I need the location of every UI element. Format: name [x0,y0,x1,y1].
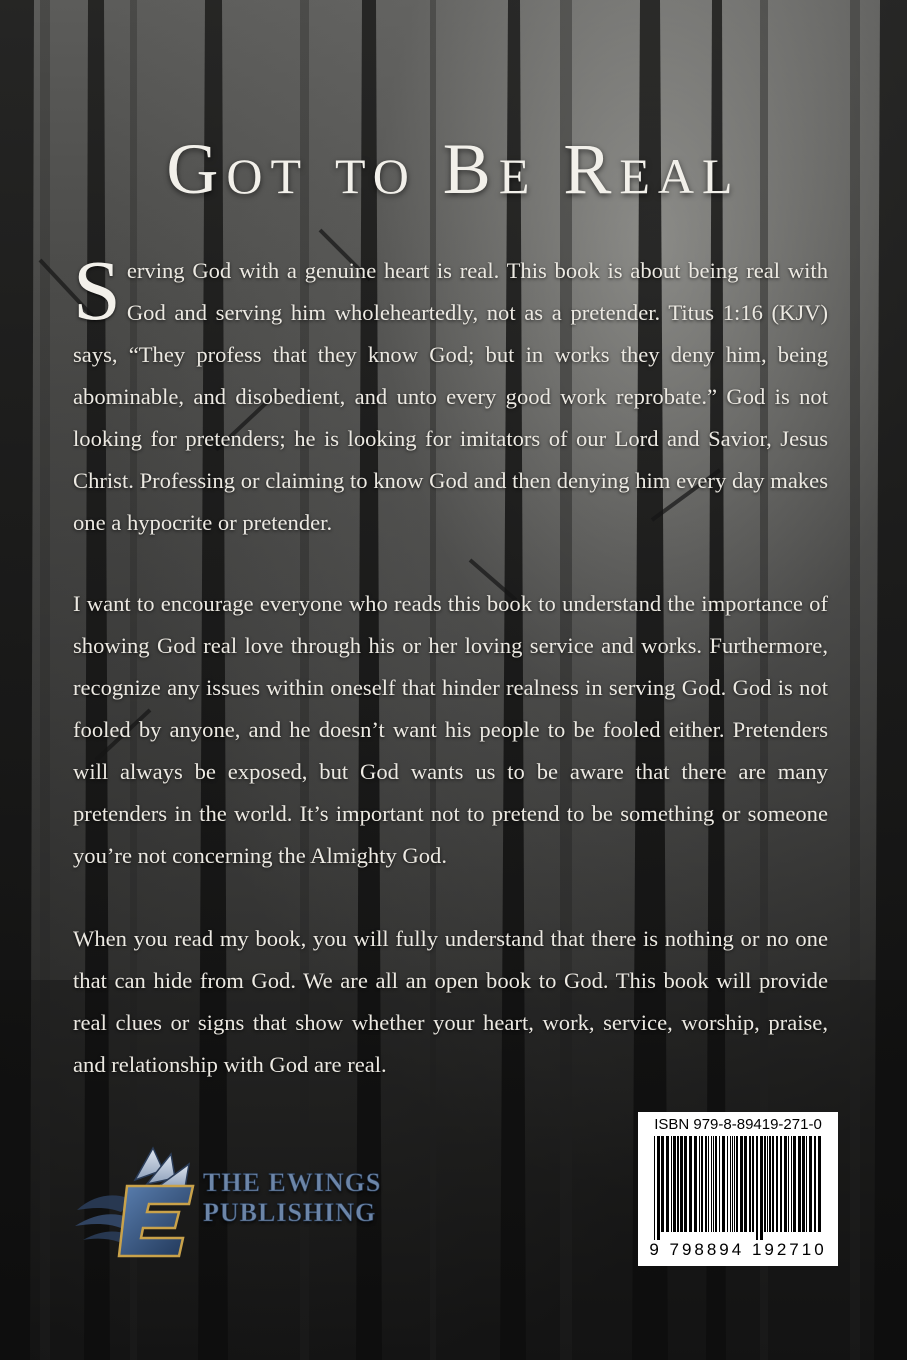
barcode-bar [756,1136,758,1240]
barcode-bar [677,1136,679,1232]
barcode-bar [654,1136,655,1240]
blurb-paragraph-2: I want to encourage everyone who reads this book to understand the importance of showing God real love through his or her loving service and works. Furthermore, recognize any issues within oneself that hinder realness in serving God. God is not fooled by anyone, and he doesn’t want his people to be fooled either. Pretenders will always be exposed, but God wants us to be aware that there are many pretenders in the world. It’s important not to pretend to be something or someone you’re not concerning the Almighty God. [73,591,828,868]
barcode-digits: 9 798894 192710 [649,1240,827,1259]
barcode-bar [713,1136,714,1232]
barcode-bar [730,1136,731,1232]
barcode-bar [769,1136,771,1232]
book-e-logo-icon [75,1140,215,1260]
book-title: Got to Be Real [166,129,741,209]
barcode-bar [732,1136,733,1232]
barcode-bar [727,1136,728,1232]
barcode-bar [744,1136,747,1232]
barcode-bar [701,1136,703,1232]
barcode-bar [791,1136,792,1232]
barcode-bar [689,1136,692,1232]
barcode-bar [814,1136,816,1232]
barcode-bar [752,1136,754,1232]
blurb-paragraph-1 [73,242,828,544]
barcode-bar [736,1136,738,1232]
barcode-bar [767,1136,768,1232]
barcode-bar [806,1136,807,1232]
blurb-paragraph-1-text: erving God with a genuine heart is real. This book is about being real with God and serving him wholeheartedly, not as a pretender. Titus 1:16 (KJV) says, “They profess that they know God; but in works they deny him, being abominable, and disobedient, and unto every good work reprobate.” God is not looking for pretenders; he is looking for imitators of our Lord and Savior, Jesus Christ. Professing or claiming to know God and then denying him every day makes one a hypocrite or pretender. [73,258,828,535]
barcode-bar [657,1136,660,1240]
barcode-bar [699,1136,700,1232]
barcode-bar [749,1136,751,1232]
barcode-bar [740,1136,743,1232]
barcode-bar [818,1136,821,1232]
publisher-logo [75,1140,435,1260]
barcode-bar [809,1136,812,1232]
barcode-bar [764,1136,766,1232]
barcode-bar [772,1136,774,1232]
drop-cap-letter: S [73,242,121,338]
barcode-bar [719,1136,720,1232]
blurb-paragraph-3: When you read my book, you will fully understand that there is nothing or no one that can hide from God. We are all an open book to God. This book will provide real clues or signs that show whether your heart, work, service, worship, praise, and relationship with God are real. [73,926,828,1077]
barcode-bar [776,1136,778,1232]
barcode-bar [780,1136,782,1232]
barcode-bar [711,1136,712,1232]
barcode-bar [666,1136,669,1232]
barcode-bar [760,1136,763,1240]
barcode-bar [673,1136,676,1232]
barcode-bar [722,1136,725,1232]
barcode-bar [705,1136,707,1232]
barcode-bar [788,1136,789,1232]
publisher-name-line-2: PUBLISHING [203,1198,377,1227]
barcode-bar [694,1136,697,1232]
barcode-bar [734,1136,735,1232]
publisher-name-line-1: THE EWINGS [203,1168,382,1197]
isbn-barcode [638,1112,838,1266]
barcode-bar [708,1136,709,1232]
barcode-bar [802,1136,805,1232]
barcode-bar [715,1136,717,1232]
barcode-bar [684,1136,687,1232]
isbn-label: ISBN 979-8-89419-271-0 [654,1116,822,1133]
barcode-bar [793,1136,796,1232]
barcode-bars [650,1136,826,1240]
barcode-bar [798,1136,801,1232]
barcode-bar [784,1136,787,1232]
barcode-bar [661,1136,664,1232]
barcode-bar [680,1136,683,1232]
barcode-bar [671,1136,672,1232]
